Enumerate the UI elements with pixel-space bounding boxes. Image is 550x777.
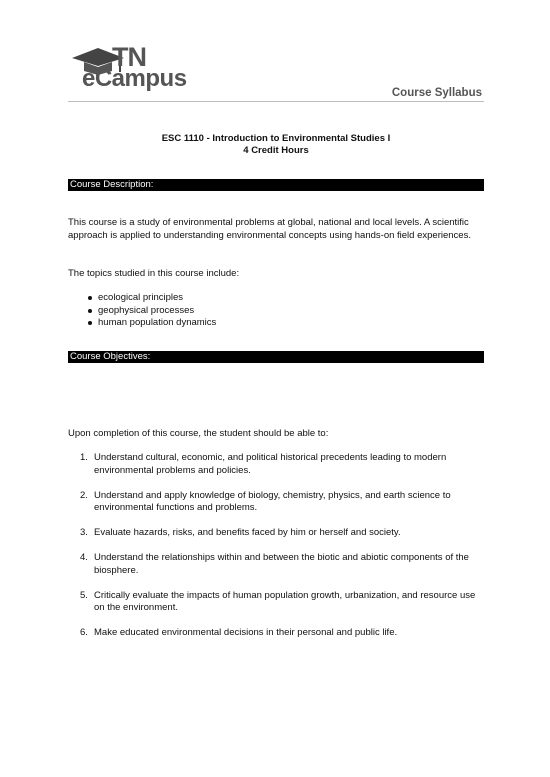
course-title: ESC 1110 - Introduction to Environmental Studies I: [161, 133, 391, 144]
list-item: 2. Understand and apply knowledge of biology, chemistry, physics, and earth science to environmental functions and problems.: [80, 489, 451, 513]
bullet-icon: [88, 321, 92, 325]
list-item: 5. Critically evaluate the impacts of human population growth, urbanization, and resource use on the environment.: [80, 589, 476, 613]
description-paragraph: This course is a study of environmental problems at global, national and local levels. A scientific approach is applied to understanding environmental concepts using hands-on field experiences.: [68, 217, 471, 241]
section-heading-description: Course Description:: [68, 179, 484, 191]
list-item: 6. Make educated environmental decisions in their personal and public life.: [80, 627, 398, 638]
objectives-list: [80, 452, 480, 652]
list-item: geophysical processes: [82, 305, 216, 318]
logo-ecampus-text: eCampus: [82, 65, 187, 92]
list-item: human population dynamics: [82, 317, 216, 330]
document-type-label: Course Syllabus: [391, 87, 482, 99]
topics-intro: The topics studied in this course include:: [68, 268, 240, 279]
list-item: 3. Evaluate hazards, risks, and benefits faced by him or herself and society.: [80, 527, 401, 538]
course-title-block: [68, 133, 484, 157]
course-credits: 4 Credit Hours: [243, 145, 309, 156]
objectives-intro: Upon completion of this course, the student should be able to:: [68, 428, 329, 439]
logo-tn-text: TN: [112, 42, 146, 72]
bullet-icon: [88, 309, 92, 313]
bullet-icon: [88, 296, 92, 300]
tn-ecampus-logo: [68, 44, 198, 94]
section-heading-objectives: Course Objectives:: [68, 351, 484, 363]
list-item: 1. Understand cultural, economic, and political historical precedents leading to modern environmental problems and policies.: [80, 452, 447, 476]
list-item: 4. Understand the relationships within and between the biotic and abiotic components of the biosphere.: [80, 552, 469, 576]
topics-list: [82, 292, 216, 330]
header-divider: [68, 101, 484, 102]
list-item: ecological principles: [82, 292, 216, 305]
